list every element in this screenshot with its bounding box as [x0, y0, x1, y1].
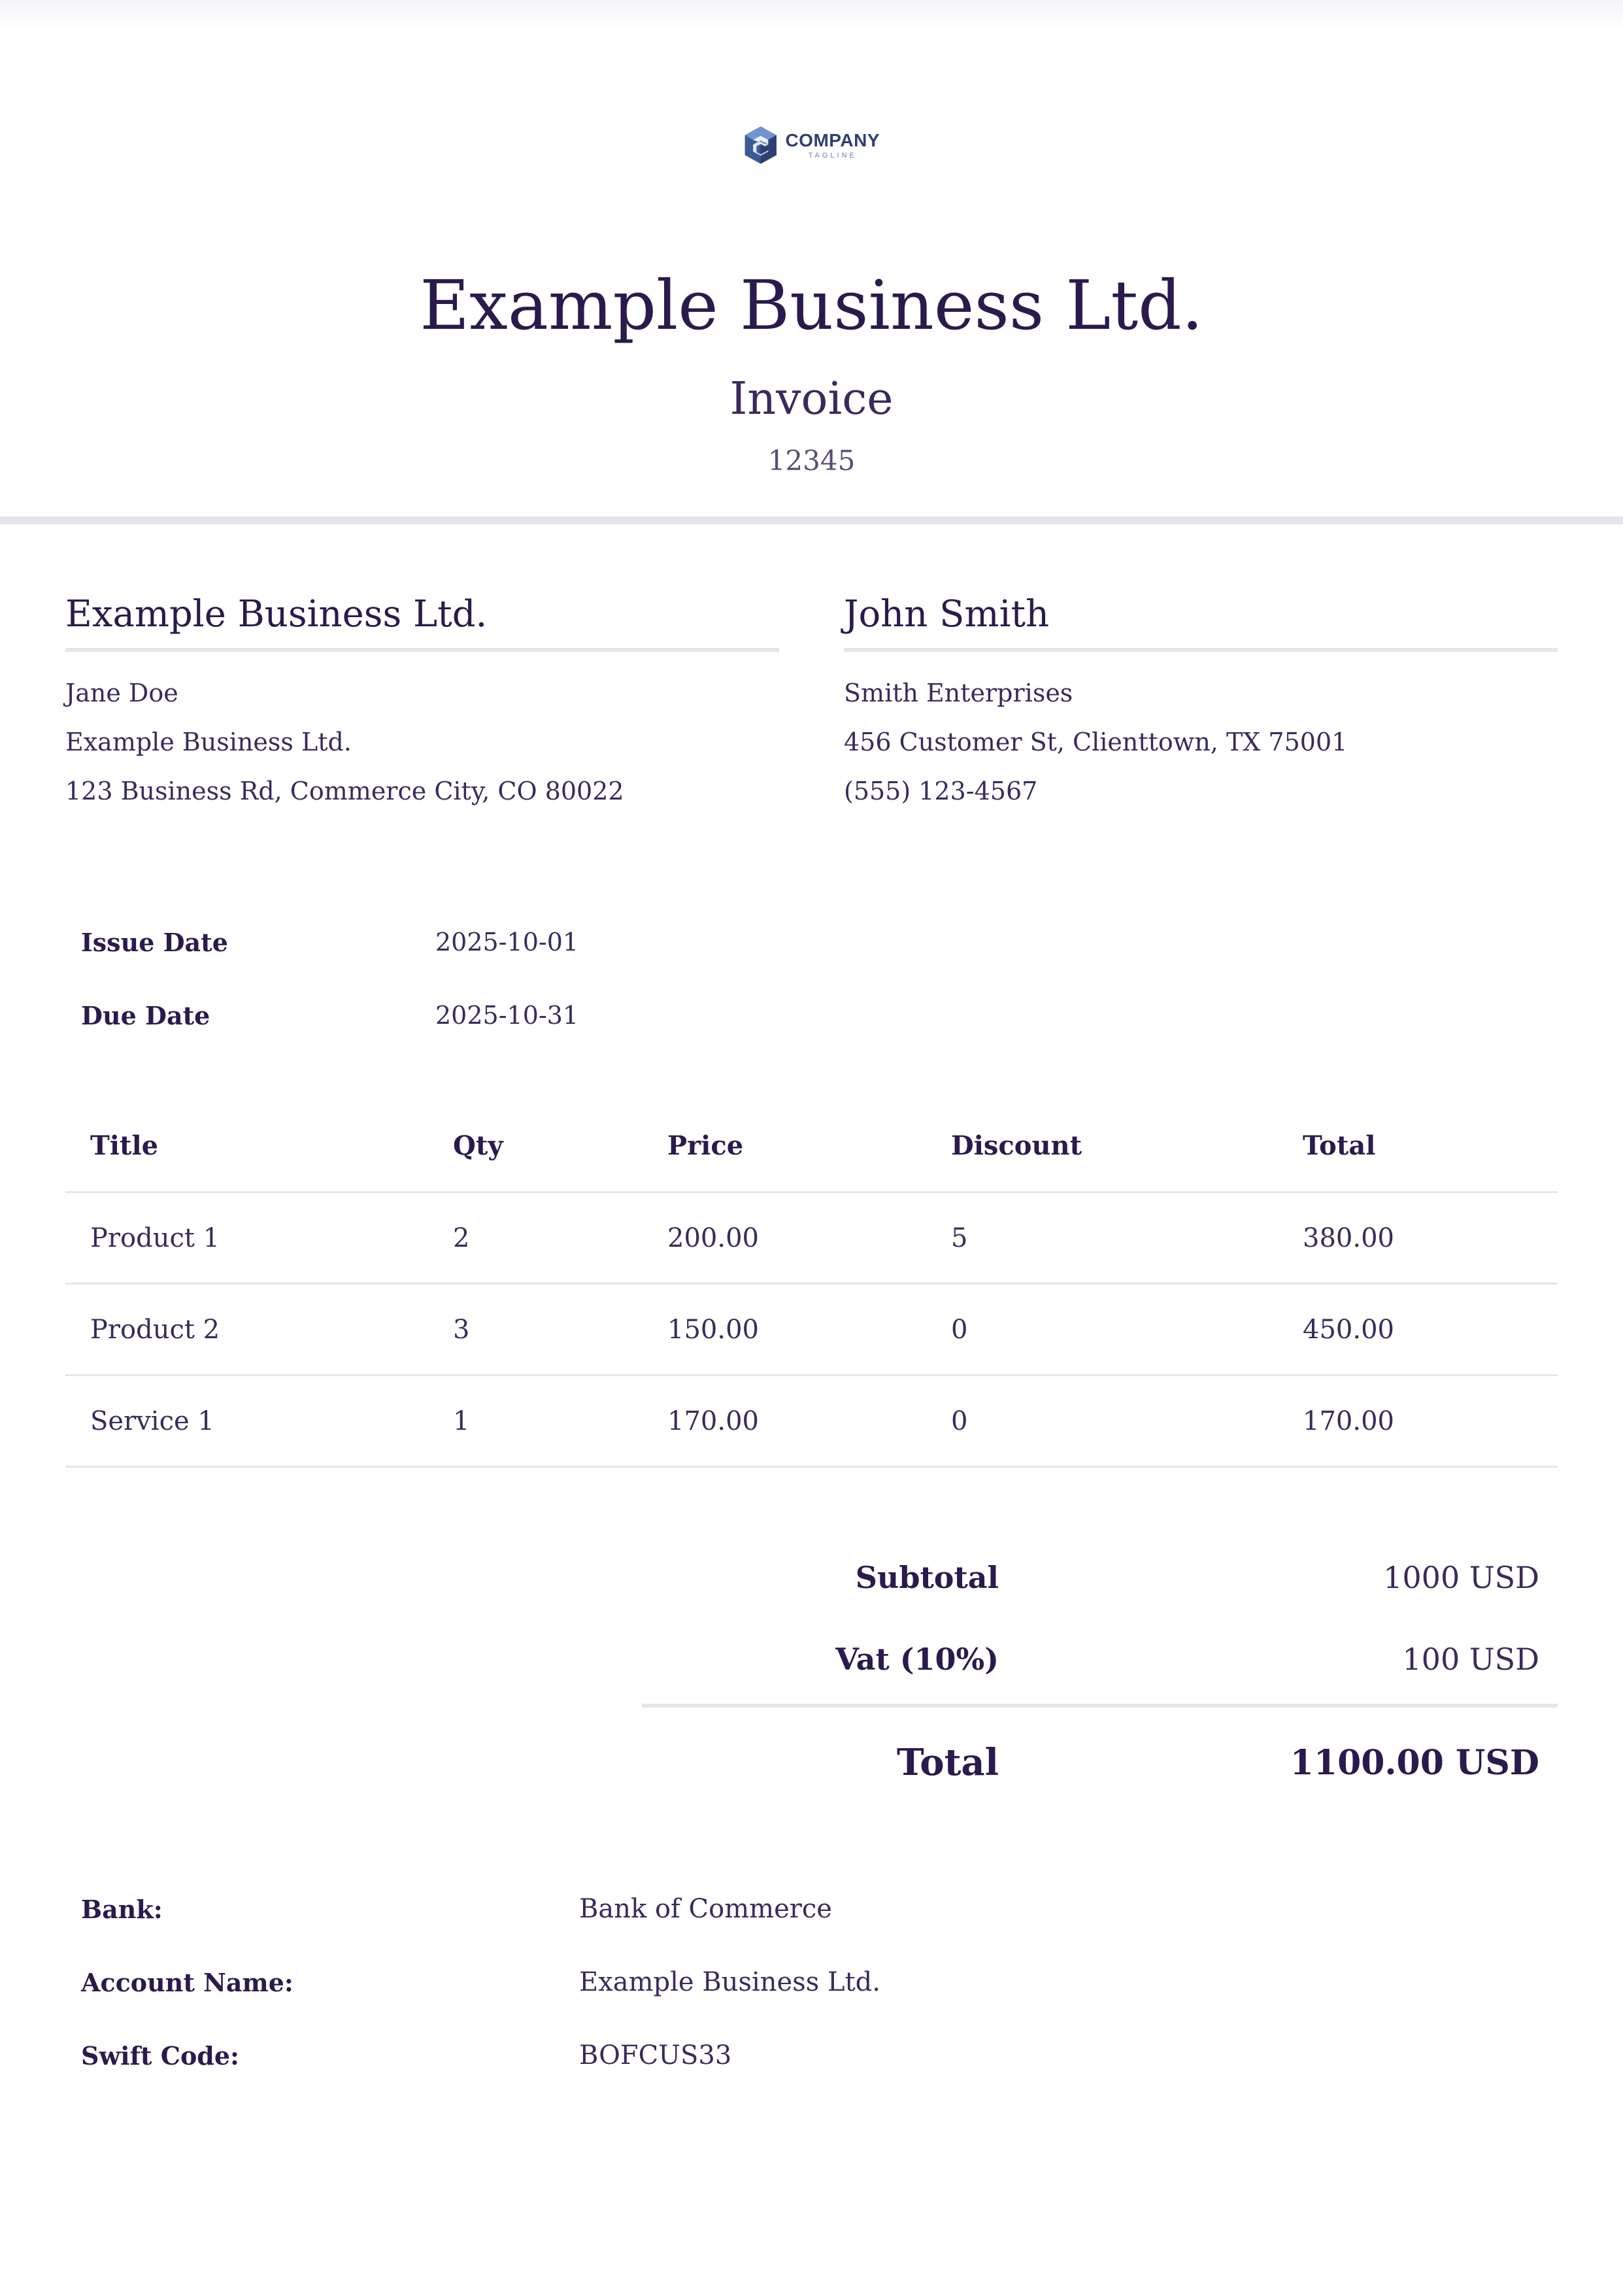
- buyer-phone: (555) 123-4567: [844, 777, 1038, 805]
- column-header-price: Price: [643, 1100, 926, 1192]
- item-qty: 3: [428, 1284, 643, 1376]
- column-header-discount: Discount: [926, 1100, 1278, 1192]
- bank-row: [81, 1872, 880, 1946]
- issue-date-value: 2025-10-01: [435, 928, 579, 956]
- seller-contact: Jane Doe: [65, 679, 178, 707]
- item-discount: 0: [926, 1376, 1278, 1467]
- item-discount: 0: [926, 1284, 1278, 1376]
- business-title: Example Business Ltd.: [420, 265, 1203, 345]
- item-title: Product 1: [65, 1192, 428, 1284]
- seller-block: [65, 592, 779, 816]
- due-date-label: Due Date: [81, 1000, 210, 1030]
- line-items-table: [65, 1100, 1558, 1468]
- account-name-label: Account Name:: [81, 1967, 293, 1997]
- company-logo: [743, 122, 880, 169]
- subtotal-value: 1000 USD: [1383, 1559, 1539, 1595]
- table-row: [65, 1376, 1558, 1467]
- seller-name: Example Business Ltd.: [65, 592, 779, 652]
- swift-code-label: Swift Code:: [81, 2040, 240, 2070]
- invoice-dates: [81, 905, 578, 1052]
- item-title: Product 2: [65, 1284, 428, 1376]
- seller-company: Example Business Ltd.: [65, 728, 352, 756]
- swift-code-row: [81, 2019, 880, 2092]
- item-total: 170.00: [1278, 1376, 1558, 1467]
- column-header-title: Title: [65, 1100, 428, 1192]
- vat-value: 100 USD: [1402, 1641, 1539, 1677]
- account-name-value: Example Business Ltd.: [579, 1967, 880, 1997]
- subtotal-row: [642, 1536, 1558, 1618]
- bank-label: Bank:: [81, 1894, 163, 1924]
- hexagon-logo-icon: [743, 123, 778, 167]
- grand-total-value: 1100.00 USD: [1290, 1742, 1539, 1783]
- item-title: Service 1: [65, 1376, 428, 1467]
- grand-total-label: Total: [896, 1741, 999, 1784]
- due-date-value: 2025-10-31: [435, 1001, 579, 1030]
- issue-date-row: [81, 905, 578, 979]
- item-price: 200.00: [643, 1192, 926, 1284]
- bank-value: Bank of Commerce: [579, 1894, 832, 1924]
- logo-tagline: TAGLINE: [808, 151, 857, 160]
- issue-date-label: Issue Date: [81, 927, 228, 957]
- item-qty: 1: [428, 1376, 643, 1467]
- document-type: Invoice: [729, 373, 894, 425]
- vat-row: [642, 1618, 1558, 1700]
- table-row: [65, 1284, 1558, 1376]
- logo-name: COMPANY: [785, 129, 880, 150]
- seller-address: 123 Business Rd, Commerce City, CO 80022: [65, 777, 624, 805]
- buyer-address: 456 Customer St, Clienttown, TX 75001: [844, 728, 1348, 756]
- top-band: [0, 0, 1623, 31]
- subtotal-label: Subtotal: [855, 1559, 999, 1595]
- item-total: 450.00: [1278, 1284, 1558, 1376]
- buyer-company: Smith Enterprises: [844, 679, 1073, 707]
- vat-label: Vat (10%): [835, 1641, 999, 1677]
- item-total: 380.00: [1278, 1192, 1558, 1284]
- buyer-name: John Smith: [844, 592, 1558, 652]
- account-name-row: [81, 1946, 880, 2019]
- invoice-number: 12345: [767, 445, 856, 477]
- table-row: [65, 1192, 1558, 1284]
- bank-details: [81, 1872, 880, 2092]
- item-qty: 2: [428, 1192, 643, 1284]
- item-discount: 5: [926, 1192, 1278, 1284]
- column-header-total: Total: [1278, 1100, 1558, 1192]
- swift-code-value: BOFCUS33: [579, 2040, 732, 2070]
- item-price: 150.00: [643, 1284, 926, 1376]
- totals-section: [642, 1536, 1558, 1817]
- buyer-block: [844, 592, 1558, 816]
- due-date-row: [81, 979, 578, 1052]
- header-divider: [0, 516, 1623, 524]
- item-price: 170.00: [643, 1376, 926, 1467]
- grand-total-row: [642, 1708, 1558, 1817]
- column-header-qty: Qty: [428, 1100, 643, 1192]
- table-header-row: [65, 1100, 1558, 1192]
